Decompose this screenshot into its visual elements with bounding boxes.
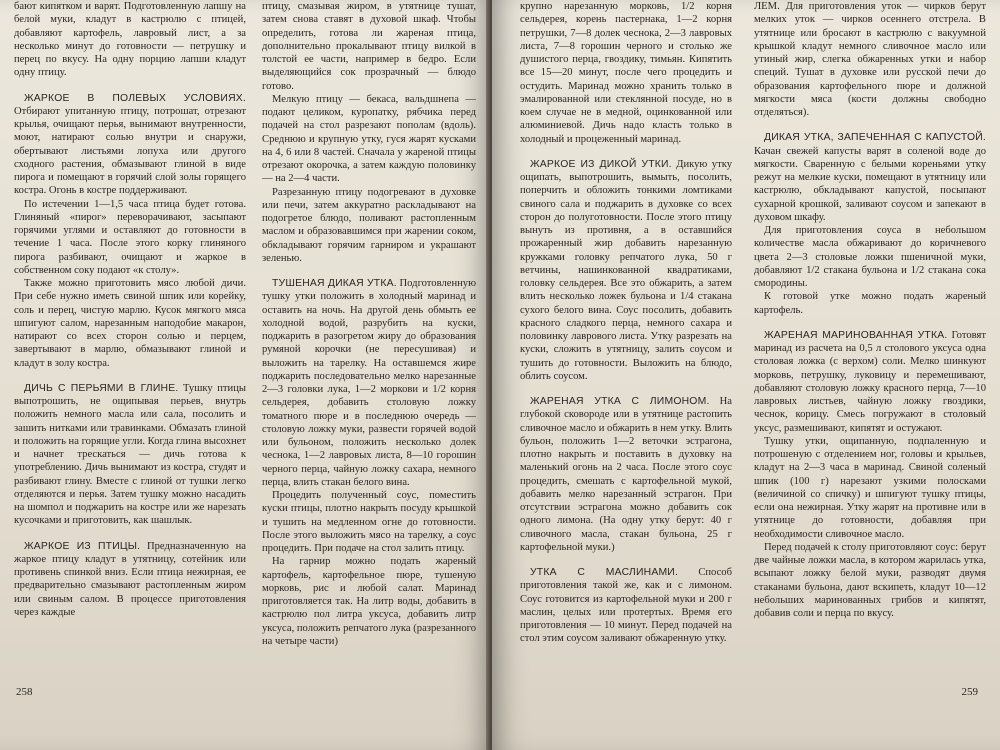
text-paragraph xyxy=(754,290,986,317)
recipe-paragraph xyxy=(14,92,246,198)
text-paragraph xyxy=(262,186,476,266)
left-column-2 xyxy=(262,0,476,700)
paragraph-text: Качан свежей капусты варят в соленой воде до мягкости. Сваренную с белыми кореньями утку режут на мелкие куски, помещают в утятницу или кастрюлю, обкладывают капустой, посыпают сухарной крошкой, заливают соусом и запекают в духовом шкафу. xyxy=(754,145,986,223)
text-paragraph xyxy=(754,0,986,119)
paragraph-text: бают кипятком и варят. Подготовленную лапшу на белой муки, кладут в кастрюлю с птицей, добавляют картофель, лавровый лист, а за несколько минут до готовности — петрушку и перец по вкусу. На одну порцию лапши кладут одну птицу. xyxy=(14,1,246,79)
text-paragraph xyxy=(262,0,476,93)
text-paragraph xyxy=(754,435,986,541)
recipe-title: УТКА С МАСЛИНАМИ. xyxy=(530,567,679,578)
paragraph-text: На гарнир можно подать жареный картофель, картофельное пюре, тушеную морковь, рис и любой салат. Маринад приготовляется так. На литр воды, добавить в кастрюлю пол литра уксуса, добавить литр уксуса, положить репчатого лука (разрезанного на четыре части) xyxy=(262,556,476,647)
recipe-paragraph xyxy=(14,540,246,620)
recipe-paragraph xyxy=(14,382,246,528)
right-page xyxy=(492,0,1000,750)
recipe-paragraph xyxy=(754,131,986,224)
recipe-paragraph xyxy=(520,158,732,383)
recipe-title: ЖАРКОЕ ИЗ ПТИЦЫ. xyxy=(24,540,141,552)
recipe-title: ЖАРЕНАЯ МАРИНОВАННАЯ УТКА. xyxy=(764,329,948,341)
paragraph-text: Разрезанную птицу подогревают в духовке или печи, затем аккуратно раскладывают на подогретое блюдо, поливают растопленным маслом и образовавшимся при жарении соком, обкладывают горячим гарниром и украшают зеленью. xyxy=(262,186,476,264)
text-paragraph xyxy=(262,93,476,186)
recipe-title: ДИКАЯ УТКА, ЗАПЕЧЕННАЯ С КАПУСТОЙ. xyxy=(764,132,986,144)
text-paragraph xyxy=(14,0,246,80)
right-column-2 xyxy=(754,0,986,700)
recipe-title: ЖАРЕНАЯ УТКА С ЛИМОНОМ. xyxy=(530,396,710,407)
paragraph-text: Тушку птицы выпотрошить, не ощипывая перьев, внутрь положить немного масла или сала, посолить и зашить нитками или травинками. Обмазать глиной и положить на горящие угли. Когда глина высохнет и начнет трескаться — дичь готова к употреблению. Дичь вынимают из костра, студят и разбивают глину. Вместе с глиной от тушки легко отделяются и перья. Затем тушку можно насадить на шомпол и поджарить на костре или же нарезать кусочками и приготовить, как шашлык. xyxy=(14,382,246,527)
recipe-paragraph xyxy=(520,395,732,554)
recipe-paragraph xyxy=(262,277,476,489)
paragraph-text: К готовой утке можно подать жареный картофель. xyxy=(754,291,986,316)
paragraph-text: Перед подачей к столу приготовляют соус: берут две чайные ложки масла, в котором жарилась утка, всыпают ложку белой муки, разводят двумя стаканами бульона, дают вскипеть, кладут 10—12 небольших маринованных грибов и кипятят, добавив соли и перца по вкусу. xyxy=(754,541,986,619)
paragraph-text: На глубокой сковороде или в утятнице растопить сливочное масло и обжарить в нем утку. Влить бульон, положить 1—2 веточки эстрагона, плотно накрыть и поставить в духовку на маленький огонь на 2 часа. После этого соус процедить, смешать с картофельной мукой, добавить мелко нарезанный эстрагон. При отсутствии эстрагона можно добавить сок одного лимона. (На одну утку берут: 40 г сливочного масла, стакан бульона, 25 г картофельной муки.) xyxy=(520,396,732,553)
text-paragraph xyxy=(754,541,986,621)
paragraph-text: Тушку утки, ощипанную, подпаленную и потрошеную с отделением ног, головы и крыльев, кладут на 2—3 часа в маринад. Свиной соленый шпик (100 г) нарезают узкими полосками (величиной со спичку) и шпигуют тушку птицы, если она нежирная. Утку жарят на противне или в утятнице до готовности, добавляя при необходимости сливочное масло. xyxy=(754,435,986,540)
recipe-paragraph xyxy=(754,329,986,435)
recipe-paragraph xyxy=(520,566,732,646)
right-column-1 xyxy=(520,0,732,700)
left-column-1 xyxy=(14,0,246,700)
left-page xyxy=(0,0,490,750)
paragraph-text: Дикую утку ощипать, выпотрошить, вымыть, посолить, поперчить и обложить тонкими ломтиками свиного сала и поджарить в духовке со всех сторон до полуготовности. После этого птицу вынуть из противня, а в оставшийся прожаренный жир добавить нарезанную кружками головку репчатого лука, 50 г ветчины, нашинкованной квадратиками, головку сельдерея. Все это обжарить, а затем влить несколько ложек бульона и 1/4 стакана сухого белого вина. Соус посолить, добавить красного сладкого перца, немного сахара и половинку лаврового листа. Утку разрезать на куски, сложить в утятницу, залить соусом и тушить до готовности. Выложить на блюдо, облить соусом. xyxy=(520,158,732,382)
recipe-title: ЖАРКОЕ ИЗ ДИКОЙ УТКИ. xyxy=(530,158,672,170)
paragraph-text: Подготовленную тушку утки положить в холодный маринад и оставить на ночь. На другой день обмыть ее холодной водой, разрубить на куски, поджарить в разогретом жиру до образования румяной корочки (не пересушивая) и выложить на тарелку. На оставшемся жире поджарить последовательно мелко нарезанные 2—3 головки лука, 1—2 моркови и 1/2 корня сельдерея, добавить столовую ложку томатного пюре и в последнюю очередь — столовую ложку муки, развести горячей водой или бульоном, положить несколько долек чеснока, 1—2 лавровых листа, 8—10 горошин черного перца, чайную ложку сахара, немного перца, влить стакан белого вина. xyxy=(262,278,476,488)
paragraph-text: Мелкую птицу — бекаса, вальдшнепа — подают целиком, куропатку, рябчика перед подачей на стол разрезают пополам (вдоль). Среднюю и крупную утку, гуся жарят кусками на 4, 6 или 8 частей. Сначала у жареной птицы отрезают окорочка, а затем каждую половинку — на 2—4 части. xyxy=(262,93,476,185)
paragraph-text: крупно нарезанную морковь, 1/2 корня сельдерея, корень пастернака, 1—2 корня петрушки, 7—8 долек чеснока, 2—3 лавровых листа, 7—8 горошин черного и столько же душистого перца, гвоздику, тимьян. Кипятить все 15—20 минут, после чего процедить и остудить. Маринад можно хранить только в эмалированной или стеклянной посуде, но в коем случае не в медной, оцинкованной или алюминиевой. Дичь надо класть только в холодный и процеженный маринад. xyxy=(520,1,732,145)
paragraph-text: Процедить полученный соус, поместить куски птицы, плотно накрыть посуду крышкой и тушить на медленном огне до готовности. После этого выложить мясо на тарелку, а соус процедить. При подаче на стол залить птицу. xyxy=(262,490,476,554)
paragraph-text: По истечении 1—1,5 часа птица будет готова. Глиняный «пирог» переворачивают, засыпают горячими углями и оставляют до готовности в течение 1 часа. После этого корку глиняного пирога разбивают, очищают и жаркое в собственном соку подают «к столу». xyxy=(14,198,246,276)
paragraph-text: Готовят маринад из расчета на 0,5 л столового уксуса одна столовая ложка (с верхом) соли. Мелко шинкуют морковь, петрушку, луковицу и перемешивают, добавляют столовую ложку красного перца, 7—10 лавровых листьев, чайную ложку гвоздики, чеснок, корицу. Смесь погружают в столовый уксус, размешивают, кипятят и остужают. xyxy=(754,329,986,434)
paragraph-text: Также можно приготовить мясо любой дичи. При себе нужно иметь свиной шпик или корейку, соль и перец, чистую марлю. Кусок мягкого мяса шпигуют салом, нарезанным наподобие макарон, натирают со всех сторон солью и перцем, завертывают в марлю, обмазывают глиной и кладут в золу костра. xyxy=(14,278,246,369)
text-paragraph xyxy=(754,224,986,290)
page-number-left: 258 xyxy=(16,686,33,698)
paragraph-text: Предназначенную на жаркое птицу кладут в утятницу, сотейник или противень спинкой вниз. Если птица нежирная, ее предварительно смазывают растопленным жиром или свиным салом. В процессе приготовления через каждые xyxy=(14,540,246,618)
recipe-title: ДИЧЬ С ПЕРЬЯМИ В ГЛИНЕ. xyxy=(24,382,179,394)
paragraph-text: ЛЕМ. Для приготовления уток — чирков берут мелких уток — чирков осеннего отстрела. В утятнице или бросают в кастрюлю с вакуумной крышкой кладут немного сливочное масло или утиный жир, слегка обжаренных утки и набор специй. Тушат в духовке или русской печи до образования картофельного пюре и должной мягкости мяса (кости должны свободно отделяться). xyxy=(754,1,986,118)
text-paragraph xyxy=(520,0,732,146)
recipe-title: ЖАРКОЕ В ПОЛЕВЫХ УСЛОВИЯХ. xyxy=(24,92,246,104)
recipe-title: ТУШЕНАЯ ДИКАЯ УТКА. xyxy=(272,278,397,289)
page-number-right: 259 xyxy=(961,686,978,698)
text-paragraph xyxy=(14,198,246,278)
text-paragraph xyxy=(262,555,476,648)
paragraph-text: Отбирают упитанную птицу, потрошат, отрезают крылья, очищают перья, вынимают внутренности, моют, натирают солью внутри и снаружи, обертывают листьями лопуха или другого сходного растения, обмазывают глиной в виде пирога и помещают в горячий слой золы горящего костра. Огонь в костре поддерживают. xyxy=(14,105,246,197)
paragraph-text: Способ приготовления такой же, как и с лимоном. Соус готовится из картофельной муки и 200 г маслин, целых или протертых. Время его приготовления — 10 минут. Перед подачей на стол этим соусом заливают обжаренную утку. xyxy=(520,567,732,645)
text-paragraph xyxy=(14,277,246,370)
paragraph-text: Для приготовления соуса в небольшом количестве масла обжаривают до коричневого цвета 2—3 столовые ложки пшеничной муки, добавляют 1/2 стакана бульона и 1/2 стакана сока смородины. xyxy=(754,225,986,289)
text-paragraph xyxy=(262,489,476,555)
paragraph-text: птицу, смазывая жиром, в утятнице тушат, затем снова ставят в духовой шкаф. Чтобы определить, готова ли жареная птица, дополнительно прокалывают птицу вилкой в толстой ее части, например в бедро. Если выделяющийся сок прозрачный — блюдо готово. xyxy=(262,1,476,92)
